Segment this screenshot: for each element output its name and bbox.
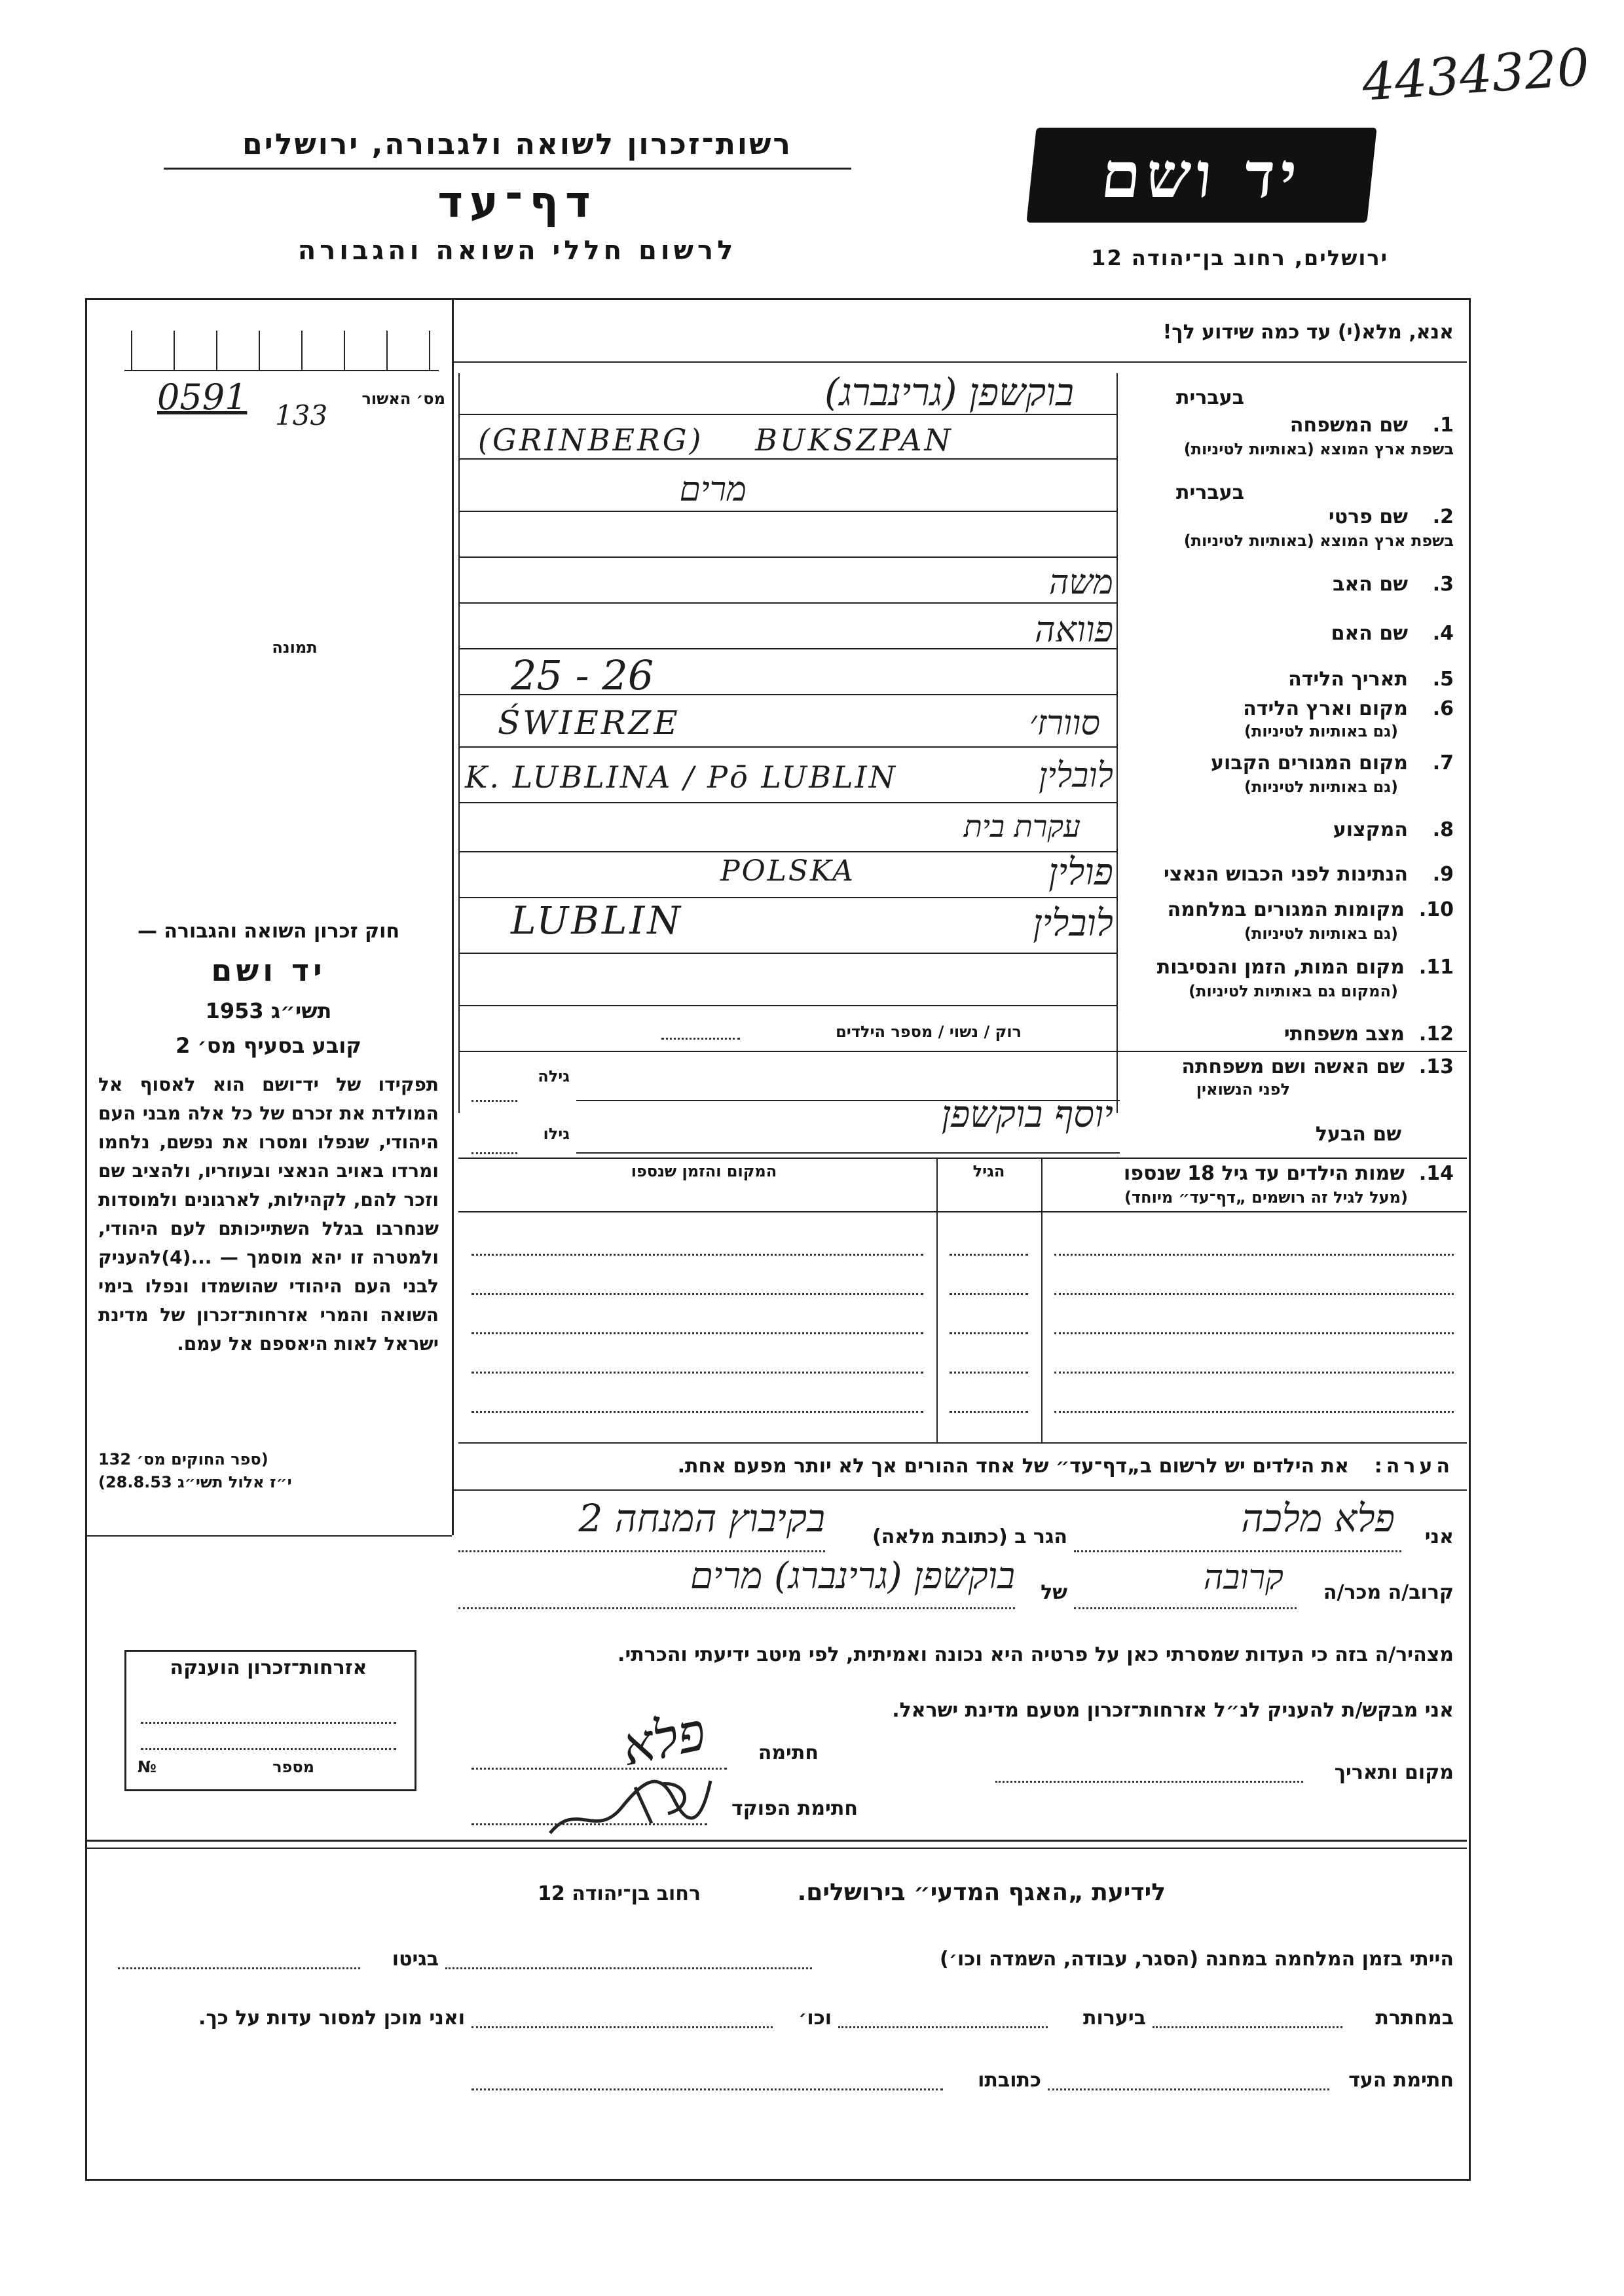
field-8-num: 8. [1432, 818, 1454, 841]
field-2-heb-tag: בעברית [1176, 481, 1244, 504]
field-1-latin-note: בשפת ארץ המוצא (באותיות לטיניות) [1183, 440, 1454, 458]
field-7-note: (גם באותיות לטיניות) [1244, 778, 1398, 796]
bottom-section-top-2 [85, 1848, 1467, 1849]
field-14-note: (מעל לגיל זה רושמים „דף־עד״ מיוחד) [1124, 1188, 1408, 1207]
children-row-3-age [950, 1332, 1028, 1334]
form-subtitle: לרשום חללי השואה והגבורה [297, 236, 737, 266]
field-13-age-label: גילה [538, 1067, 570, 1085]
file-number-sub: 133 [275, 399, 328, 431]
children-row-2-age [950, 1293, 1028, 1295]
field-7-num: 7. [1432, 752, 1454, 774]
bottom-line3-a: חתימת העד [1348, 2069, 1454, 2092]
children-row-2-name [1054, 1293, 1454, 1295]
field-9-value-heb: פולין [1048, 851, 1113, 894]
children-header-line [458, 1211, 1467, 1212]
children-row-5-age [950, 1411, 1028, 1413]
field-9-num: 9. [1432, 863, 1454, 886]
decl-lives-line [458, 1550, 825, 1552]
bottom-line2-c: וכו׳ [798, 2007, 832, 2030]
decl-i-line [1074, 1550, 1401, 1552]
children-col-place: המקום והזמן שנספו [631, 1162, 777, 1180]
field-7-value-heb: לובלין [1039, 756, 1113, 795]
field-12-label: מצב משפחתי [1283, 1023, 1405, 1046]
field-3-label: שם האב [1333, 573, 1408, 596]
decl-relative-value: קרובה [1203, 1558, 1283, 1597]
field-5-value: 25 - 26 [511, 651, 654, 699]
field-10-value-heb: לובלין [1033, 902, 1113, 945]
law-clause: קובע בסעיף מס׳ 2 [175, 1033, 361, 1058]
children-row-4-name [1054, 1372, 1454, 1374]
bottom-title: לידיעת „האגף המדעי״ בירושלים. [797, 1879, 1166, 1906]
row-line-2b [458, 556, 1116, 558]
field-2-num: 2. [1432, 505, 1454, 528]
bottom-line1-b: בגיטו [392, 1948, 439, 1971]
field-1-num: 1. [1432, 414, 1454, 437]
bottom-line2-a: במחתרת [1375, 2007, 1454, 2030]
decl-officer-label: חתימת הפוקד [731, 1797, 858, 1820]
bottom-line1-dots-a [445, 1967, 812, 1969]
field-4-label: שם האם [1331, 622, 1408, 645]
field-4-num: 4. [1432, 622, 1454, 645]
left-column-bottom [85, 1535, 452, 1537]
field-12-children-line [661, 1038, 740, 1040]
yad-vashem-logo [1026, 128, 1376, 223]
file-number-ticks [124, 324, 439, 371]
note-bottom-line [452, 1489, 1467, 1491]
field-10-value-latin: LUBLIN [511, 898, 684, 943]
law-text: תפקידו של יד־ושם הוא לאסוף אל המולדת את זכרם של כל אלה מבני העם היהודי, שנפלו ומסרו את נפשם, נלחמו ומרדו באויב הנאצי ובעוזריו, ולהציב שם וזכר להם, לקהילות, לארגונים ולמוסדות שנחרבו בגלל השתייכותם לעם היהודי, ולמטרה זו יהא מוסמך — ...(4)להעניק לבני העם היהודי שהושמדו ונפלו בימי השואה והמרי אזרחות־זכרון של מדינת ישראל לאות היאספם אל עמם. [98, 1074, 439, 1355]
row-line-6 [458, 746, 1116, 748]
bottom-line2-dots-c [471, 2026, 773, 2028]
bottom-line3-dots-a [1048, 2088, 1329, 2090]
field-7-value-latin: K. LUBLINA / Pō LUBLIN [465, 759, 897, 795]
field-12-options: רוק / נשוי / מספר הילדים [836, 1023, 1022, 1041]
gazette-ref-2: י״ז אלול תשי״ג 28.8.53) [98, 1473, 292, 1491]
decl-signature-value: פלא [616, 1700, 711, 1778]
field-10-label: מקומות המגורים במלחמה [1167, 898, 1405, 921]
bottom-line2-b: ביערות [1083, 2007, 1146, 2030]
children-col-age: הגיל [972, 1162, 1005, 1180]
bottom-line3-dots-b [471, 2088, 943, 2090]
field-11-num: 11. [1418, 956, 1454, 979]
field-6-value-latin: ŚWIERZE [498, 704, 680, 742]
field-1-latin-value: (GRINBERG) BUKSZPAN [478, 422, 953, 458]
row-line-1b [458, 458, 1116, 460]
field-7-label: מקום המגורים הקבוע [1211, 752, 1408, 774]
field-2-value: מרים [679, 470, 747, 509]
field-14-num: 14. [1418, 1162, 1454, 1185]
row-line-7 [458, 802, 1116, 803]
children-row-3-place [471, 1332, 923, 1334]
photo-label: תמונה [272, 638, 318, 657]
field-6-num: 6. [1432, 697, 1454, 720]
children-table-top [458, 1157, 1467, 1159]
bottom-line3-b: כתובתו [978, 2069, 1041, 2092]
decl-of-label: של [1041, 1581, 1067, 1604]
logo-text: יד ושם [1098, 138, 1306, 212]
value-column-left [458, 373, 460, 1113]
children-col-divider-2 [936, 1157, 938, 1442]
bottom-line2-d: ואני מוכן למסור עדות על כך. [198, 2007, 465, 2030]
row-line-10 [458, 953, 1116, 954]
decl-statement: מצהיר/ה בזה כי העדות שמסרתי כאן על פרטיה היא נכונה ואמיתית, לפי מיטב ידיעתי והכרתי. [618, 1643, 1454, 1666]
field-8-value: עקרת בית [963, 809, 1080, 844]
decl-i-label: אני [1424, 1525, 1454, 1548]
address-line: ירושלים, רחוב בן־יהודה 12 [1091, 246, 1388, 270]
decl-relative-line [1074, 1607, 1297, 1609]
husband-label: שם הבעל [1315, 1123, 1401, 1146]
children-row-5-name [1054, 1411, 1454, 1413]
field-3-value: משה [1048, 563, 1113, 602]
field-11-note: (המקום גם באותיות לטיניות) [1189, 982, 1398, 1000]
children-row-4-place [471, 1372, 923, 1374]
children-row-3-name [1054, 1332, 1454, 1334]
institute-name: רשות־זכרון לשואה ולגבורה, ירושלים [242, 128, 792, 161]
field-10-note: (גם באותיות לטיניות) [1244, 924, 1398, 943]
children-row-1-place [471, 1254, 923, 1256]
row-line-12 [458, 1051, 1467, 1052]
decl-of-line [458, 1607, 1015, 1609]
field-1-heb-tag: בעברית [1176, 386, 1244, 409]
citizenship-box-line-2 [141, 1748, 396, 1750]
citizenship-box-no: № [138, 1758, 157, 1776]
field-14-label: שמות הילדים עד גיל 18 שנספו [1124, 1162, 1405, 1185]
decl-signature-label: חתימה [758, 1741, 819, 1764]
handwritten-file-number: 4434320 [1360, 37, 1592, 113]
form-title: דף־עד [437, 177, 597, 227]
field-2-latin-note: בשפת ארץ המוצא (באותיות לטיניות) [1183, 532, 1454, 550]
field-6-label: מקום וארץ הלידה [1243, 697, 1408, 720]
field-5-num: 5. [1432, 668, 1454, 691]
field-4-value: פוואה [1035, 609, 1113, 650]
law-title: חוק זכרון השואה והגבורה — [137, 920, 400, 943]
intro-divider [452, 361, 1467, 363]
field-12-num: 12. [1418, 1023, 1454, 1046]
bottom-section-top-1 [85, 1840, 1467, 1842]
field-1-label: שם המשפחה [1289, 414, 1408, 437]
decl-of-value: בוקשפן (גרינברג) מרים [690, 1555, 1015, 1597]
field-9-label: הנתינות לפני הכבוש הנאצי [1164, 863, 1408, 886]
file-number-value: 0591 [157, 376, 248, 418]
field-13-num: 13. [1418, 1055, 1454, 1078]
children-row-2-place [471, 1293, 923, 1295]
header-underline [164, 168, 851, 170]
law-name: יד ושם [211, 953, 326, 988]
row-line-2a [458, 511, 1116, 512]
decl-request: אני מבקש/ת להעניק לנ״ל אזרחות־זכרון מטעם מדינת ישראל. [892, 1699, 1454, 1722]
children-table-bottom [458, 1442, 1467, 1444]
citizenship-box-number: מספר [272, 1758, 314, 1776]
file-number-label: מס׳ האשור [361, 390, 445, 408]
husband-value: יוסף בוקשפן [941, 1093, 1113, 1136]
field-13-age-line [471, 1100, 517, 1102]
left-column-divider [452, 298, 454, 1535]
children-col-divider-1 [1041, 1157, 1043, 1442]
field-11-label: מקום המות, הזמן והנסיבות [1156, 956, 1405, 979]
row-line-11 [458, 1005, 1116, 1006]
field-10-num: 10. [1418, 898, 1454, 921]
decl-lives-label: הגר ב (כתובת מלאה) [872, 1525, 1067, 1548]
note-label: הערה: [1374, 1455, 1454, 1478]
citizenship-box-title: אזרחות־זכרון הוענקה [170, 1656, 367, 1679]
children-row-1-name [1054, 1254, 1454, 1256]
decl-officer-line [471, 1823, 707, 1825]
field-5-label: תאריך הלידה [1288, 668, 1408, 691]
children-row-1-age [950, 1254, 1028, 1256]
bottom-line2-dots-b [838, 2026, 1048, 2028]
field-8-label: המקצוע [1333, 818, 1408, 841]
decl-lives-value: בקיבוץ המנחה 2 [578, 1496, 825, 1540]
field-1-hebrew-value: בוקשפן (גרינברג) [824, 370, 1074, 414]
field-6-value-heb: סוורז׳ [1029, 704, 1100, 743]
decl-i-value: פלא מלכה [1241, 1496, 1395, 1540]
bottom-line1-dots-b [118, 1967, 360, 1969]
field-2-label: שם פרטי [1328, 505, 1408, 528]
husband-age-label: גילו [543, 1125, 570, 1143]
officer-signature [537, 1761, 720, 1846]
bottom-line2-dots-a [1153, 2026, 1342, 2028]
row-line-3 [458, 602, 1116, 604]
field-13-note: לפני הנשואין [1196, 1080, 1290, 1099]
citizenship-box-line-1 [141, 1722, 396, 1724]
husband-value-line [576, 1152, 1120, 1154]
field-6-note: (גם באותיות לטיניות) [1244, 722, 1398, 740]
decl-relative-label: קרוב/ה מכר/ה [1323, 1581, 1454, 1604]
label-column-divider [1116, 373, 1118, 1113]
note-text: את הילדים יש לרשום ב„דף־עד״ של אחד ההורים אך לא יותר מפעם אחת. [677, 1455, 1349, 1478]
decl-place-date-label: מקום ותאריך [1334, 1761, 1454, 1784]
field-9-value-latin: POLSKA [720, 854, 855, 888]
husband-age-line [471, 1152, 517, 1154]
decl-place-date-line [995, 1781, 1303, 1783]
gazette-ref-1: (ספר החוקים מס׳ 132 [98, 1450, 268, 1468]
children-row-4-age [950, 1372, 1028, 1374]
intro-text: אנא, מלא(י) עד כמה שידוע לך! [1162, 321, 1454, 344]
bottom-line1-a: הייתי בזמן המלחמה במחנה (הסגר, עבודה, השמדה וכו׳) [940, 1948, 1454, 1971]
field-3-num: 3. [1432, 573, 1454, 596]
field-13-label: שם האשה ושם משפחתה [1181, 1055, 1405, 1078]
law-year: תשי״ג 1953 [205, 998, 332, 1023]
bottom-title-address: רחוב בן־יהודה 12 [538, 1882, 701, 1905]
children-row-5-place [471, 1411, 923, 1413]
